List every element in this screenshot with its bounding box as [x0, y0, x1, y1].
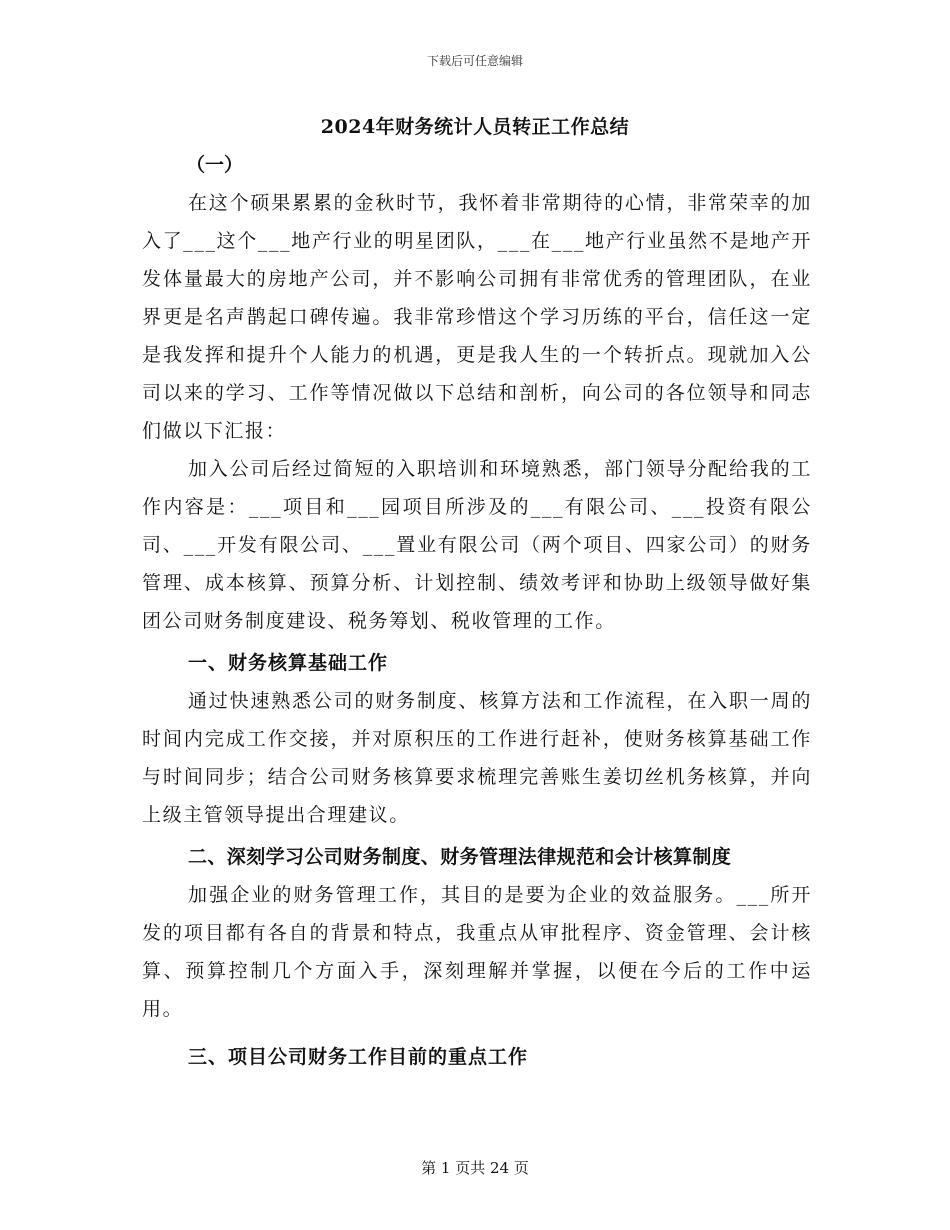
- page-header-note: 下载后可任意编辑: [426, 54, 523, 68]
- page-number-footer: 第 1 页共 24 页: [421, 1159, 529, 1177]
- section-3-heading: 三、项目公司财务工作目前的重点工作: [188, 1046, 529, 1068]
- document-title: 2024年财务统计人员转正工作总结: [320, 116, 630, 138]
- section-2-paragraph: 加强企业的财务管理工作，其目的是要为企业的效益服务。___所开发的项目都有各自的背景和特点，我重点从审批程序、资金管理、会计核算、预算控制几个方面入手，深刻理解并掌握，以便在今后的工作中运用。: [142, 884, 812, 1020]
- subsection-label: （一）: [186, 154, 244, 176]
- document-body: [142, 146, 812, 1076]
- section-1-heading: 一、财务核算基础工作: [188, 652, 389, 674]
- section-1-paragraph: 通过快速熟悉公司的财务制度、核算方法和工作流程，在入职一周的时间内完成工作交接，并对原积压的工作进行赶补，使财务核算基础工作与时间同步；结合公司财务核算要求梳理完善账生姜切丝机务核算，并向上级主管领导提出合理建议。: [142, 690, 812, 826]
- section-2-heading: 二、深刻学习公司财务制度、财务管理法律规范和会计核算制度: [188, 846, 732, 868]
- work-assignment-paragraph: 加入公司后经过简短的入职培训和环境熟悉，部门领导分配给我的工作内容是：___项目和___园项目所涉及的___有限公司、___投资有限公司、___开发有限公司、___置业有限公司（两个项目、四家公司）的财务管理、成本核算、预算分析、计划控制、绩效考评和协助上级领导做好集团公司财务制度建设、税务筹划、税收管理的工作。: [142, 458, 812, 632]
- intro-paragraph: 在这个硕果累累的金秋时节，我怀着非常期待的心情，非常荣幸的加入了___这个___地产行业的明星团队，___在___地产行业虽然不是地产开发体量最大的房地产公司，并不影响公司拥有非常优秀的管理团队，在业界更是名声鹊起口碑传遍。我非常珍惜这个学习历练的平台，信任这一定是我发挥和提升个人能力的机遇，更是我人生的一个转折点。现就加入公司以来的学习、工作等情况做以下总结和剖析，向公司的各位领导和同志们做以下汇报：: [142, 192, 812, 442]
